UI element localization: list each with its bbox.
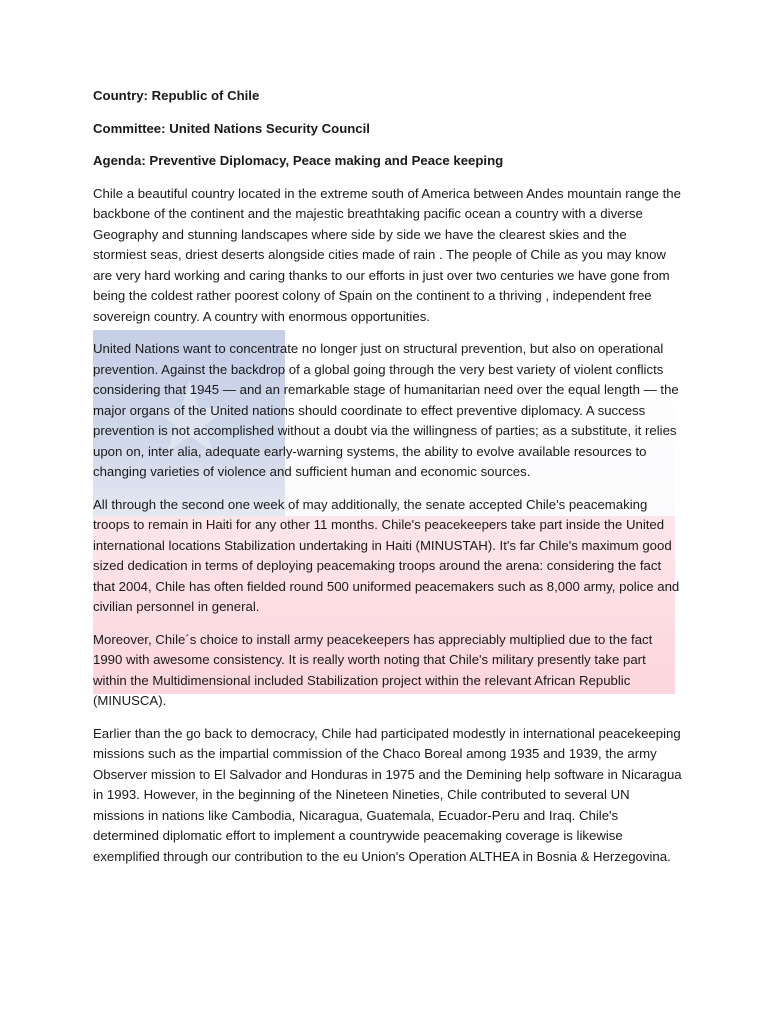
- paragraph-un-prevention: United Nations want to concentrate no longer just on structural prevention, but also on operational prevention. Against the backdrop of a global going through the very best variety of violent conflicts considering that 1945 — and an remarkable stage of humanitarian need over the equal length — the major organs of the United nations should coordinate to effect preventive diplomacy. A success prevention is not accomplished without a doubt via the willingness of parties; as a substitute, it relies upon on, inter alia, adequate early-warning systems, the ability to evolve available resources to changing varieties of violence and sufficient human and economic sources.: [93, 341, 679, 479]
- paragraph-haiti-peacekeeping: All through the second one week of may additionally, the senate accepted Chile's peacemaking troops to remain in Haiti for any other 11 months. Chile's peacekeepers take part inside the United international locations Stabilization undertaking in Haiti (MINUSTAH). It's far Chile's maximum good sized dedication in terms of deploying peacemaking troops around the arena: considering the fact that 2004, Chile has often fielded round 500 uniformed peacemakers such as 8,000 army, police and civilian personnel in general.: [93, 496, 680, 614]
- paragraph-minusca: Moreover, Chile´s choice to install army peacekeepers has appreciably multiplied due to the fact 1990 with awesome consistency. It is really worth noting that Chile's military presently take part within the Multidimensional included Stabilization project within the relevant African Republic (MINUSCA).: [93, 631, 653, 708]
- paragraph-history: Earlier than the go back to democracy, Chile had participated modestly in international peacekeeping missions such as the impartial commission of the Chaco Boreal among 1935 and 1939, the army Observer mission to El Salvador and Honduras in 1975 and the Demining help software in Nicaragua in 1993. However, in the beginning of the Nineteen Nineties, Chile contributed to several UN missions in nations like Cambodia, Nicaragua, Guatemala, Ecuador-Peru and Iraq. Chile's determined diplomatic effort to implement a countrywide peacemaking coverage is likewise exemplified through our contribution to the eu Union's Operation ALTHEA in Bosnia & Herzegovina.: [93, 725, 682, 864]
- document-body: [93, 86, 683, 879]
- country-line: Country: Republic of Chile: [93, 88, 260, 103]
- paragraph-introduction: Chile a beautiful country located in the extreme south of America between Andes mountain range the backbone of the continent and the majestic breathtaking pacific ocean a country with a diverse Geography and stunning landscapes where side by side we have the clearest skies and the stormiest seas, driest deserts alongside cities made of rain . The people of Chile as you may know are very hard working and caring thanks to our efforts in just over two centuries we have gone from being the coldest rather poorest colony of Spain on the continent to a thriving , independent free sovereign country. A country with enormous opportunities.: [93, 185, 681, 324]
- agenda-line: Agenda: Preventive Diplomacy, Peace making and Peace keeping: [93, 153, 504, 168]
- committee-line: Committee: United Nations Security Council: [93, 120, 370, 136]
